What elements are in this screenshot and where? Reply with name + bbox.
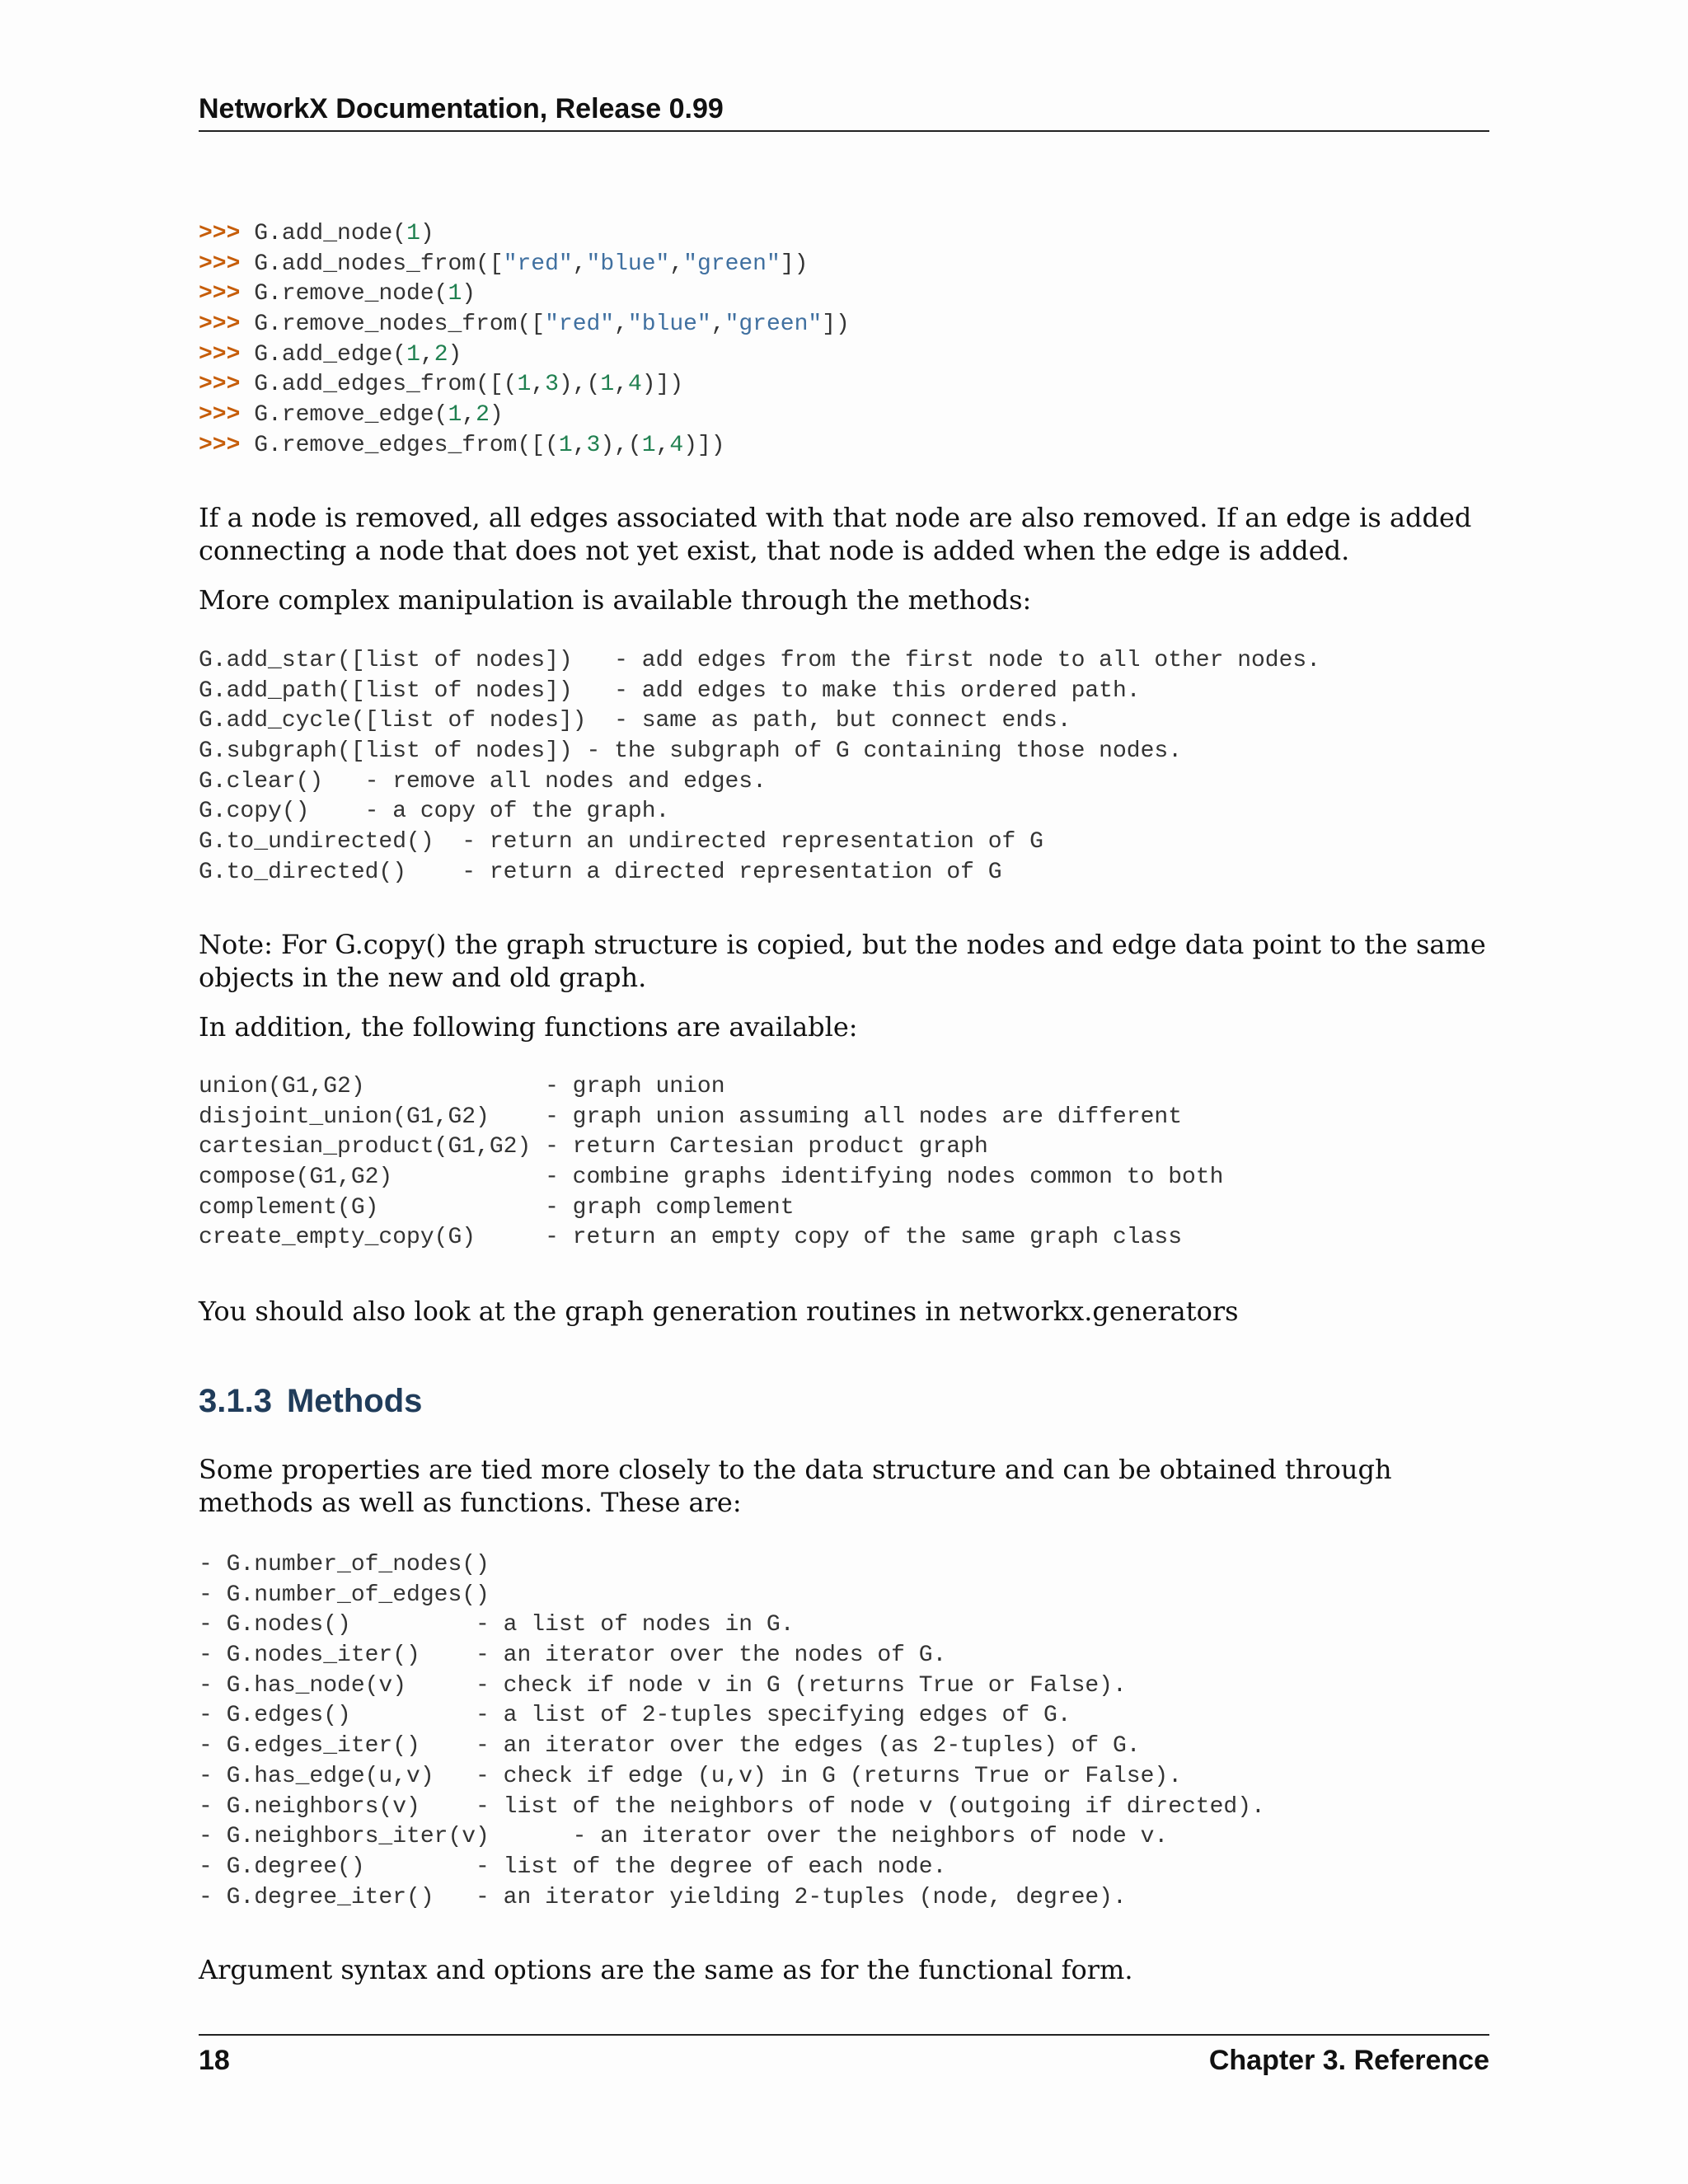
code-line: create_empty_copy(G) - return an empty copy of the same graph class: [199, 1225, 1182, 1251]
code-token: ,: [420, 341, 434, 368]
code-line: compose(G1,G2) - combine graphs identifying nodes common to both: [199, 1165, 1224, 1191]
code-line: - G.neighbors(v) - list of the neighbors of node v (outgoing if directed).: [199, 1793, 1265, 1820]
code-line: G.copy() - a copy of the graph.: [199, 799, 670, 825]
paragraph-functions-intro: In addition, the following functions are available:: [199, 1011, 858, 1043]
document-page: [199, 0, 1489, 2184]
code-line: [199, 250, 1489, 280]
code-line: [199, 310, 1489, 340]
code-line: G.add_star([list of nodes]) - add edges from the first node to all other nodes.: [199, 648, 1321, 673]
code-token: ): [462, 281, 476, 307]
code-token: G.remove_nodes_from([: [240, 312, 546, 338]
code-block-graph-editing: [199, 219, 1489, 462]
code-token: >>>: [199, 221, 241, 246]
code-token: 3: [545, 372, 559, 398]
code-line: G.to_directed() - return a directed representation of G: [199, 859, 1002, 885]
code-token: 1: [641, 432, 656, 458]
code-token: )]): [683, 432, 725, 458]
code-token: ): [420, 221, 434, 246]
code-token: G.remove_edge(: [240, 402, 448, 429]
code-token: ,: [572, 432, 587, 458]
paragraph-properties: Some properties are tied more closely to the data structure and can be obtained through methods as well as functions. These are:: [199, 1454, 1392, 1518]
section-heading: [199, 1381, 422, 1421]
code-line: - G.number_of_nodes(): [199, 1552, 490, 1577]
code-token: "green": [683, 251, 781, 277]
code-token: )]): [641, 372, 684, 398]
code-block-methods: [199, 646, 1489, 888]
code-token: "green": [724, 312, 823, 338]
code-line: - G.neighbors_iter(v) - an iterator over the neighbors of node v.: [199, 1824, 1169, 1850]
code-line: complement(G) - graph complement: [199, 1194, 795, 1221]
code-line: cartesian_product(G1,G2) - return Cartesian product graph: [199, 1134, 988, 1160]
code-line: G.add_path([list of nodes]) - add edges to make this ordered path.: [199, 677, 1141, 704]
code-token: 1: [448, 281, 462, 307]
code-line: - G.has_edge(u,v) - check if edge (u,v) in G (returns True or False).: [199, 1763, 1182, 1789]
paragraph-copy-note: Note: For G.copy() the graph structure is copied, but the nodes and edge data point to the same objects in the new and old graph.: [199, 929, 1486, 993]
code-line: - G.nodes_iter() - an iterator over the nodes of G.: [199, 1643, 947, 1669]
code-token: ): [489, 402, 504, 429]
page-number: 18: [199, 2045, 230, 2076]
section-title: Methods: [286, 1383, 423, 1419]
code-token: 1: [406, 341, 420, 368]
code-token: >>>: [199, 402, 241, 429]
code-token: >>>: [199, 341, 241, 368]
code-token: "blue": [586, 251, 670, 277]
code-token: 1: [448, 402, 462, 429]
code-token: "red": [503, 251, 573, 277]
code-token: 1: [558, 432, 573, 458]
code-line: G.clear() - remove all nodes and edges.: [199, 768, 767, 794]
code-line: - G.edges_iter() - an iterator over the edges (as 2-tuples) of G.: [199, 1733, 1141, 1760]
code-line: union(G1,G2) - graph union: [199, 1074, 725, 1099]
code-line: - G.has_node(v) - check if node v in G (returns True or False).: [199, 1672, 1127, 1699]
code-token: ]): [780, 251, 809, 277]
code-token: G.remove_edges_from([(: [240, 432, 559, 458]
chapter-label: Chapter 3. Reference: [1208, 2045, 1489, 2076]
code-line: - G.edges() - a list of 2-tuples specifying edges of G.: [199, 1703, 1071, 1729]
code-token: ,: [462, 402, 476, 429]
code-line: - G.nodes() - a list of nodes in G.: [199, 1612, 795, 1638]
code-token: "red": [545, 312, 615, 338]
paragraph-node-removal: If a node is removed, all edges associated with that node are also removed. If an edge is added connecting a node that does not yet exist, that node is added when the edge is added.: [199, 502, 1472, 566]
code-line: G.subgraph([list of nodes]) - the subgraph of G containing those nodes.: [199, 738, 1182, 765]
footer-rule: [199, 2034, 1489, 2036]
code-token: G.add_edges_from([(: [240, 372, 518, 398]
code-token: ,: [614, 312, 628, 338]
code-token: 3: [586, 432, 601, 458]
code-token: >>>: [199, 251, 241, 277]
code-token: G.add_nodes_from([: [240, 251, 504, 277]
code-token: 4: [627, 372, 642, 398]
code-line: disjoint_union(G1,G2) - graph union assuming all nodes are different: [199, 1104, 1182, 1130]
code-token: G.remove_node(: [240, 281, 448, 307]
code-token: ,: [710, 312, 725, 338]
code-line: [199, 340, 1489, 371]
code-line: G.add_cycle([list of nodes]) - same as path, but connect ends.: [199, 708, 1071, 734]
code-token: 1: [517, 372, 532, 398]
code-line: G.to_undirected() - return an undirected representation of G: [199, 829, 1043, 855]
code-token: G.add_node(: [240, 221, 407, 246]
paragraph-complex-manipulation: More complex manipulation is available through the methods:: [199, 584, 1032, 616]
section-number: 3.1.3: [199, 1383, 272, 1419]
code-line: - G.number_of_edges(): [199, 1582, 490, 1608]
code-line: [199, 370, 1489, 401]
code-token: G.add_edge(: [240, 341, 407, 368]
code-token: ]): [822, 312, 850, 338]
code-token: ),(: [600, 432, 642, 458]
code-token: ): [448, 341, 462, 368]
code-token: >>>: [199, 312, 241, 338]
code-token: ,: [614, 372, 628, 398]
code-token: ,: [669, 251, 684, 277]
code-line: [199, 431, 1489, 462]
code-token: 1: [600, 372, 615, 398]
code-token: 2: [434, 341, 448, 368]
code-token: "blue": [627, 312, 711, 338]
code-token: ),(: [558, 372, 601, 398]
code-token: >>>: [199, 432, 241, 458]
code-token: 1: [406, 221, 420, 246]
code-token: ,: [655, 432, 670, 458]
code-block-functions: [199, 1072, 1489, 1254]
code-line: [199, 219, 1489, 250]
code-line: [199, 401, 1489, 431]
code-token: 2: [476, 402, 490, 429]
code-block-properties: [199, 1550, 1489, 1913]
header-rule: [199, 130, 1489, 132]
paragraph-generators: You should also look at the graph generation routines in networkx.generators: [199, 1296, 1239, 1327]
code-line: [199, 279, 1489, 310]
paragraph-argument-syntax: Argument syntax and options are the same as for the functional form.: [199, 1954, 1133, 1985]
code-line: - G.degree() - list of the degree of each node.: [199, 1854, 947, 1880]
code-token: >>>: [199, 372, 241, 398]
code-line: - G.degree_iter() - an iterator yielding 2-tuples (node, degree).: [199, 1884, 1127, 1910]
code-token: ,: [531, 372, 546, 398]
running-header: NetworkX Documentation, Release 0.99: [199, 93, 724, 124]
code-token: ,: [572, 251, 587, 277]
code-token: >>>: [199, 281, 241, 307]
code-token: 4: [669, 432, 684, 458]
